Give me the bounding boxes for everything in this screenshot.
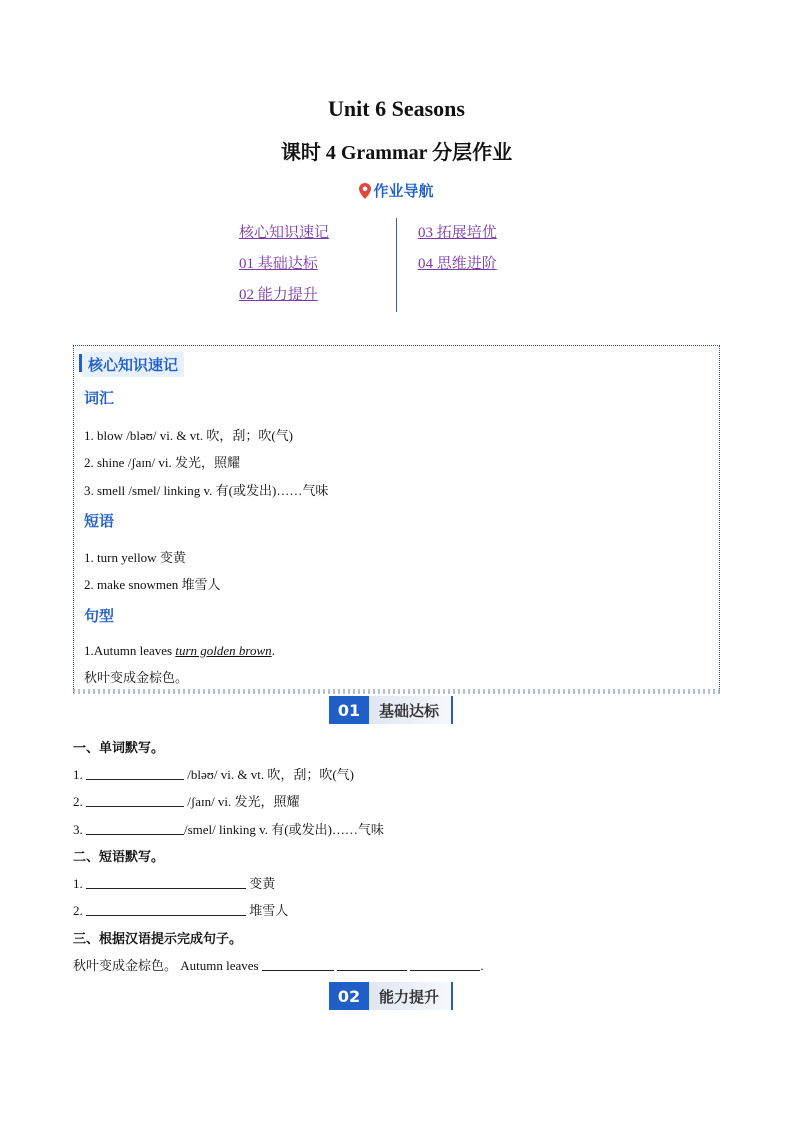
answer-blank[interactable]	[410, 958, 480, 971]
section-02-label: 能力提升	[369, 982, 453, 1010]
map-pin-icon	[359, 183, 371, 203]
answer-blank[interactable]	[86, 822, 184, 835]
sentence-suffix: .	[271, 643, 275, 658]
section-01-label: 基础达标	[369, 696, 453, 724]
q1-item-number: 3.	[73, 822, 86, 837]
q1-item	[73, 819, 384, 838]
nav-link-03-extension[interactable]: 03 拓展培优	[418, 225, 497, 241]
sentence-item	[84, 643, 275, 659]
answer-blank[interactable]	[86, 903, 246, 916]
q2-item-text: 堆雪人	[246, 903, 289, 918]
vocab-item: 3. smell /smel/ linking v. 有(或发出)……气味	[84, 483, 329, 498]
answer-blank[interactable]	[86, 767, 184, 780]
page-title: Unit 6 Seasons	[328, 96, 465, 121]
section-02-number: 02	[329, 982, 369, 1010]
section-02-badge	[329, 982, 453, 1010]
nav-heading	[0, 180, 793, 203]
q3-prefix: 秋叶变成金棕色。 Autumn leaves	[73, 958, 262, 973]
answer-blank[interactable]	[86, 876, 246, 889]
section-01-number: 01	[329, 696, 369, 724]
sentence-prefix: 1.Autumn leaves	[84, 643, 176, 658]
nav-link-01-basic[interactable]: 01 基础达标	[239, 256, 318, 272]
section-01-badge	[329, 696, 453, 724]
q2-heading: 二、短语默写。	[73, 850, 165, 865]
nav-link-04-thinking[interactable]: 04 思维进阶	[418, 256, 497, 272]
knowledge-box	[73, 345, 720, 693]
answer-blank[interactable]	[337, 958, 407, 971]
q1-item	[73, 791, 300, 810]
knowledge-box-bottom-edge	[73, 689, 720, 694]
q2-item-text: 变黄	[246, 876, 276, 891]
q2-item	[73, 873, 275, 892]
q1-item-number: 2.	[73, 794, 86, 809]
q1-item-text: /smel/ linking v. 有(或发出)……气味	[184, 822, 384, 837]
q1-heading: 一、单词默写。	[73, 741, 165, 756]
vocab-item: 1. blow /bləʊ/ vi. & vt. 吹，刮；吹(气)	[84, 428, 293, 443]
phrase-item: 2. make snowmen 堆雪人	[84, 577, 221, 592]
q2-item	[73, 900, 288, 919]
q1-item-text: /bləʊ/ vi. & vt. 吹，刮；吹(气)	[184, 767, 354, 782]
q2-item-number: 1.	[73, 876, 86, 891]
phrase-heading: 短语	[84, 512, 115, 530]
nav-divider	[396, 218, 397, 312]
nav-link-02-ability[interactable]: 02 能力提升	[239, 287, 318, 303]
q3-heading: 三、根据汉语提示完成句子。	[73, 932, 243, 947]
vocab-item: 2. shine /ʃaɪn/ vi. 发光，照耀	[84, 455, 240, 470]
sentence-underlined: turn golden brown	[175, 643, 272, 658]
sentence-translation: 秋叶变成金棕色。	[84, 670, 189, 685]
nav-link-core-knowledge[interactable]: 核心知识速记	[239, 225, 330, 241]
answer-blank[interactable]	[86, 794, 184, 807]
vocab-heading: 词汇	[84, 389, 115, 407]
q3-suffix: .	[480, 958, 484, 973]
sentence-heading: 句型	[84, 607, 115, 625]
q1-item-text: /ʃaɪn/ vi. 发光，照耀	[184, 794, 300, 809]
phrase-item: 1. turn yellow 变黄	[84, 550, 186, 565]
q3-item	[73, 955, 484, 974]
q2-item-number: 2.	[73, 903, 86, 918]
answer-blank[interactable]	[262, 958, 334, 971]
nav-heading-label: 作业导航	[373, 182, 434, 200]
knowledge-title: 核心知识速记	[82, 352, 184, 377]
page-subtitle: 课时 4 Grammar 分层作业	[280, 142, 513, 164]
q1-item	[73, 764, 354, 783]
q1-item-number: 1.	[73, 767, 86, 782]
